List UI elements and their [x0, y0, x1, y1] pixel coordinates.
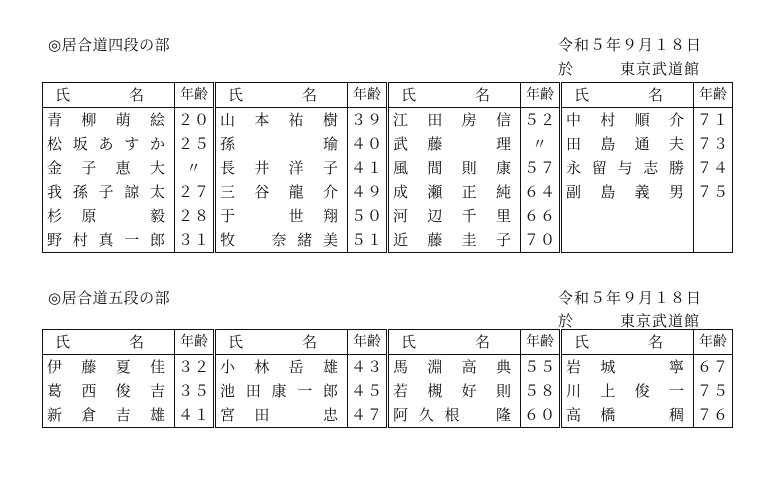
- member-name: 小林岳雄: [220, 358, 338, 376]
- member-name-cell: [215, 180, 348, 204]
- member-name-cell: [43, 403, 175, 428]
- exam-venue: [558, 58, 700, 79]
- member-name-cell: [215, 204, 348, 228]
- member-name-cell: [43, 180, 175, 204]
- venue-at: 於: [558, 60, 574, 78]
- member-name-cell: [561, 204, 694, 228]
- roster-table: [42, 329, 733, 428]
- member-age: ２７: [175, 180, 215, 204]
- member-age: ５７: [521, 156, 561, 180]
- member-age: ２０: [175, 108, 215, 133]
- member-name-cell: [43, 355, 175, 380]
- member-name-cell: [43, 379, 175, 403]
- member-name: 孫 瑜: [220, 135, 338, 153]
- table-row: [43, 355, 733, 380]
- name-header: 氏 名: [388, 83, 521, 108]
- member-age: ３２: [175, 355, 215, 380]
- section-title: ◎居合道四段の部: [48, 36, 171, 54]
- member-name-cell: [43, 132, 175, 156]
- exam-date: 令和５年９月１８日: [558, 36, 703, 54]
- member-age: ６７: [694, 355, 733, 380]
- member-name: 青柳萌絵: [47, 111, 165, 129]
- member-name-cell: [388, 204, 521, 228]
- header-row: [43, 330, 733, 355]
- member-name: 武藤 理: [393, 135, 511, 153]
- member-name: 杉原 毅: [47, 207, 165, 225]
- member-name: 風間則康: [393, 159, 511, 177]
- venue-place: 東京武道館: [620, 60, 701, 78]
- name-header: 氏 名: [215, 83, 348, 108]
- member-name-cell: [561, 180, 694, 204]
- member-name-cell: [561, 156, 694, 180]
- member-age: ７５: [694, 379, 733, 403]
- table-row: [43, 403, 733, 428]
- member-name-cell: [43, 156, 175, 180]
- member-name: 宮田 忠: [220, 406, 338, 424]
- member-age: ５１: [348, 228, 388, 253]
- member-age: ４１: [348, 156, 388, 180]
- exam-date: 令和５年９月１８日: [558, 289, 703, 307]
- member-age: ３９: [348, 108, 388, 133]
- name-header: 氏 名: [215, 330, 348, 355]
- name-header: 氏 名: [561, 330, 694, 355]
- member-age: ６０: [521, 403, 561, 428]
- age-header: 年齢: [348, 83, 388, 108]
- member-name-cell: [388, 156, 521, 180]
- member-name: 阿久根 隆: [393, 406, 511, 424]
- age-header: 年齢: [175, 330, 215, 355]
- table-row: [43, 204, 733, 228]
- member-name: 馬淵高典: [393, 358, 511, 376]
- member-name-cell: [561, 379, 694, 403]
- member-age: ２８: [175, 204, 215, 228]
- member-age: ３５: [175, 379, 215, 403]
- age-header: 年齢: [521, 330, 561, 355]
- member-age: ４０: [348, 132, 388, 156]
- member-name-cell: [561, 132, 694, 156]
- table-row: [43, 379, 733, 403]
- member-name: 高橋 稠: [566, 406, 684, 424]
- age-header: 年齢: [348, 330, 388, 355]
- member-age: ７４: [694, 156, 733, 180]
- member-name: 田島通夫: [566, 135, 684, 153]
- member-name: 若槻好則: [393, 382, 511, 400]
- table-row: [43, 180, 733, 204]
- member-name-cell: [215, 355, 348, 380]
- member-name-cell: [43, 228, 175, 253]
- member-age: ５０: [348, 204, 388, 228]
- header-row: [43, 83, 733, 108]
- member-age: ４７: [348, 403, 388, 428]
- member-age: 〃: [521, 132, 561, 156]
- member-name-cell: [388, 355, 521, 380]
- member-name: 三谷龍介: [220, 183, 338, 201]
- member-name-cell: [43, 204, 175, 228]
- age-header: 年齢: [175, 83, 215, 108]
- member-name-cell: [561, 108, 694, 133]
- member-name-cell: [561, 403, 694, 428]
- member-name-cell: [215, 228, 348, 253]
- member-name-cell: [43, 108, 175, 133]
- member-age: 〃: [175, 156, 215, 180]
- name-header: 氏 名: [561, 83, 694, 108]
- table-row: [43, 132, 733, 156]
- member-name: 副島義男: [566, 183, 684, 201]
- member-name: 新倉吉雄: [47, 406, 165, 424]
- member-name: 中村順介: [566, 111, 684, 129]
- member-name-cell: [215, 156, 348, 180]
- member-age: ４３: [348, 355, 388, 380]
- venue-place: 東京武道館: [620, 312, 701, 330]
- member-name-cell: [561, 355, 694, 380]
- name-header: 氏 名: [388, 330, 521, 355]
- member-age: ３１: [175, 228, 215, 253]
- member-name-cell: [215, 132, 348, 156]
- section-title: ◎居合道五段の部: [48, 289, 171, 307]
- member-age: ６６: [521, 204, 561, 228]
- venue-at: 於: [558, 312, 574, 330]
- member-name: 于 世翔: [220, 207, 338, 225]
- table-row: [43, 228, 733, 253]
- member-age: ７３: [694, 132, 733, 156]
- member-name: 金子恵大: [47, 159, 165, 177]
- age-header: 年齢: [694, 83, 733, 108]
- member-name: 池田康一郎: [220, 382, 338, 400]
- member-name: 牧 奈緒美: [220, 231, 338, 249]
- member-name-cell: [388, 108, 521, 133]
- member-name: 伊藤夏佳: [47, 358, 165, 376]
- exam-venue: [558, 310, 700, 331]
- member-age: ４９: [348, 180, 388, 204]
- member-age: [694, 228, 733, 253]
- member-name-cell: [388, 403, 521, 428]
- member-name-cell: [388, 132, 521, 156]
- member-name: 永留与志勝: [566, 159, 684, 177]
- member-age: ５８: [521, 379, 561, 403]
- member-name-cell: [388, 228, 521, 253]
- member-age: ７１: [694, 108, 733, 133]
- member-name: 山本祐樹: [220, 111, 338, 129]
- table-row: [43, 108, 733, 133]
- member-name: 野村真一郎: [47, 231, 165, 249]
- member-name: 近藤圭子: [393, 231, 511, 249]
- name-header: 氏 名: [43, 83, 175, 108]
- member-age: ４５: [348, 379, 388, 403]
- age-header: 年齢: [521, 83, 561, 108]
- member-age: ５５: [521, 355, 561, 380]
- member-age: ７０: [521, 228, 561, 253]
- age-header: 年齢: [694, 330, 733, 355]
- member-name-cell: [388, 379, 521, 403]
- member-name: 長井洋子: [220, 159, 338, 177]
- member-age: ７６: [694, 403, 733, 428]
- member-name-cell: [388, 180, 521, 204]
- member-name: 松坂あすか: [47, 135, 165, 153]
- member-age: ２５: [175, 132, 215, 156]
- name-header: 氏 名: [43, 330, 175, 355]
- roster-table: [42, 82, 733, 253]
- table-row: [43, 156, 733, 180]
- member-name-cell: [215, 108, 348, 133]
- member-age: ６４: [521, 180, 561, 204]
- member-age: ７５: [694, 180, 733, 204]
- member-age: ５２: [521, 108, 561, 133]
- member-age: [694, 204, 733, 228]
- member-name: 河辺千里: [393, 207, 511, 225]
- member-name-cell: [215, 379, 348, 403]
- member-name: 我孫子諒太: [47, 183, 165, 201]
- member-name: 岩城 寧: [566, 358, 684, 376]
- member-age: ４１: [175, 403, 215, 428]
- member-name-cell: [561, 228, 694, 253]
- member-name-cell: [215, 403, 348, 428]
- member-name: 葛西俊吉: [47, 382, 165, 400]
- member-name: 川上俊一: [566, 382, 684, 400]
- member-name: 成瀬正純: [393, 183, 511, 201]
- member-name: 江田房信: [393, 111, 511, 129]
